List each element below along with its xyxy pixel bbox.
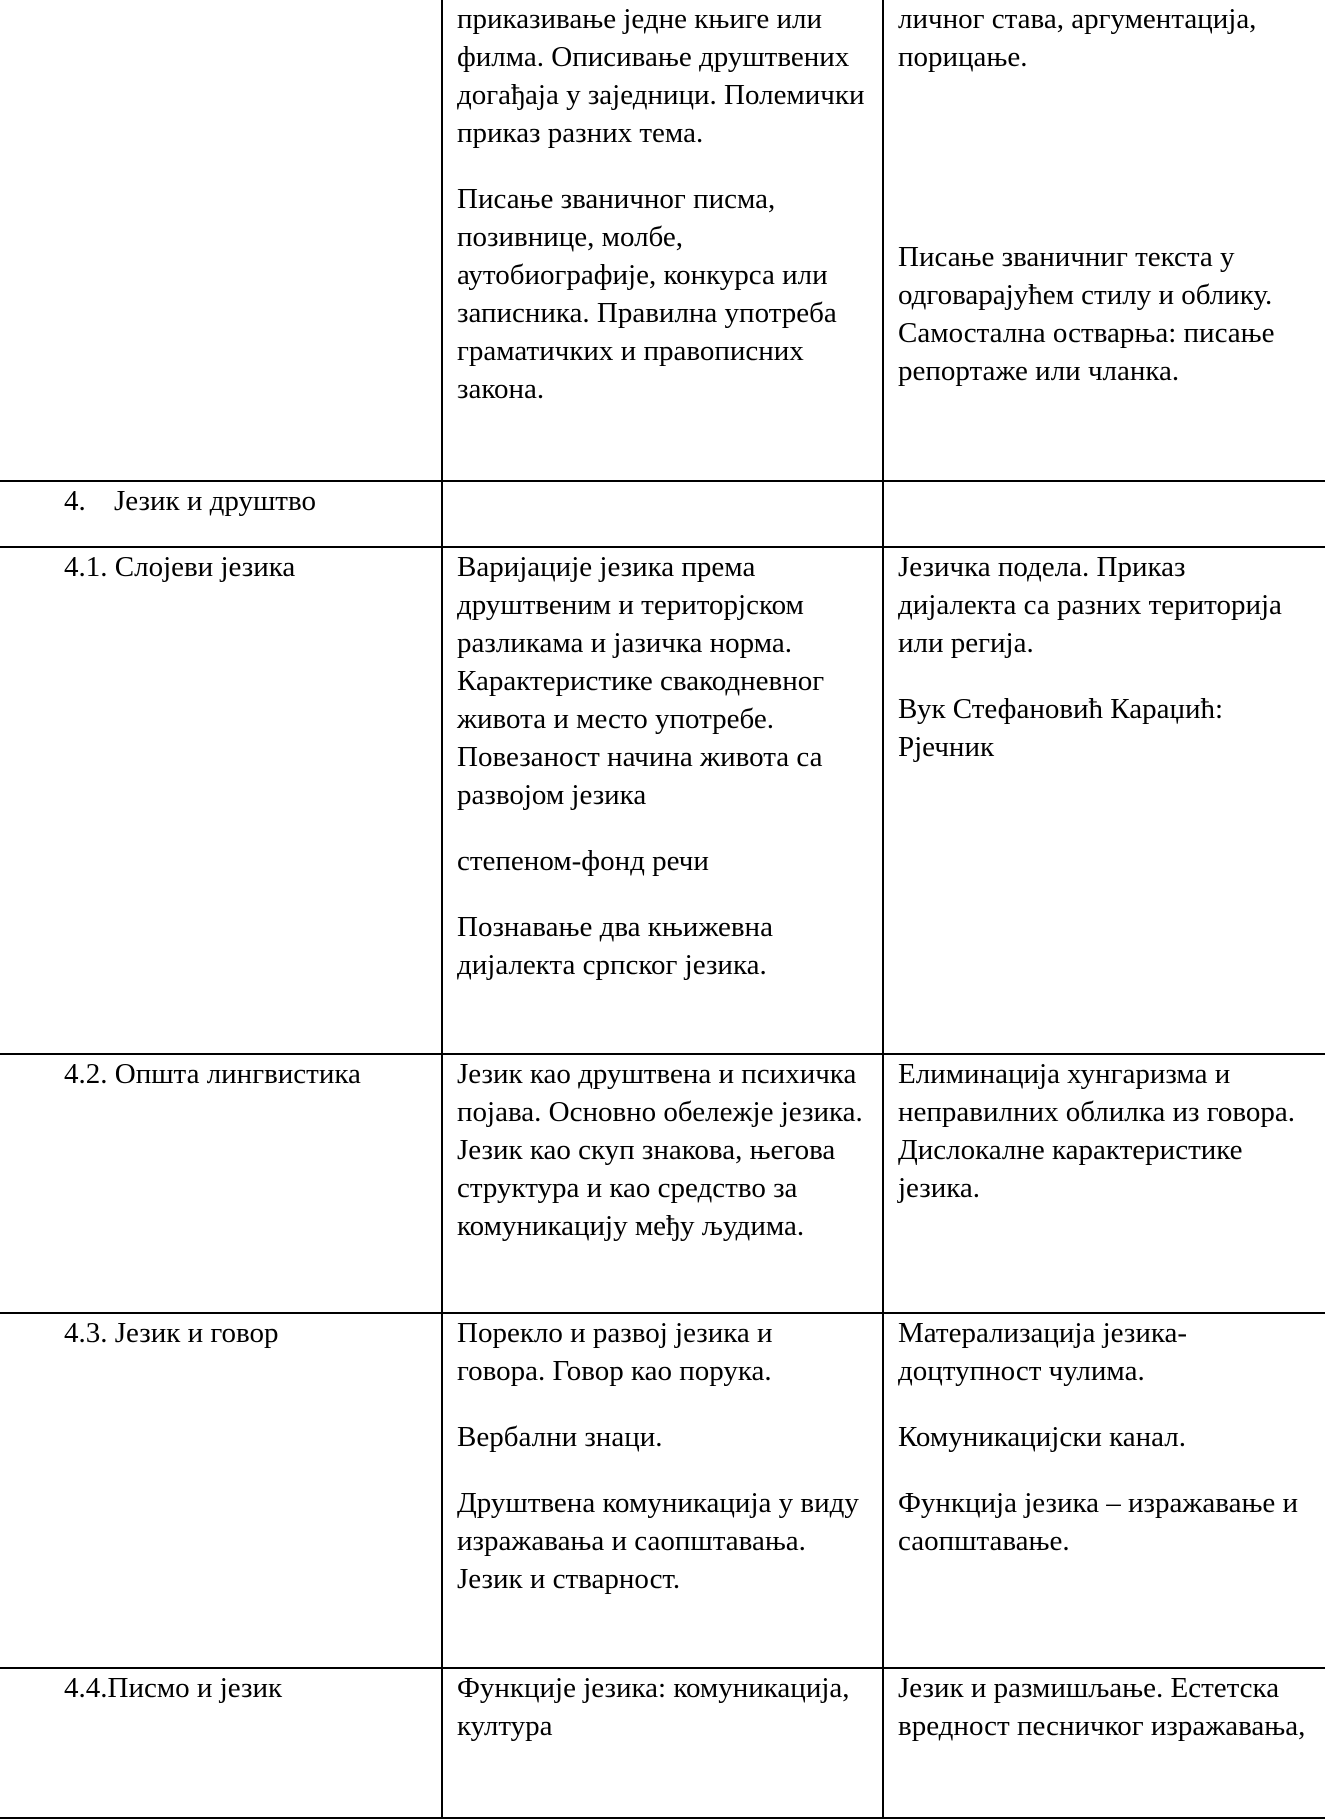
table-row [0, 481, 1325, 547]
activities-paragraph: Језик и размишљање. Естетска вредност песничког изражавања, [898, 1672, 1306, 1742]
activities-paragraph: личног става, аргументација, порицање. [898, 3, 1257, 73]
table-row [0, 1054, 1325, 1313]
topic-cell [0, 1668, 442, 1818]
table-row [0, 1668, 1325, 1818]
content-paragraph: Познавање два књижевна дијалекта српског језика. [457, 911, 773, 981]
activities-paragraph: Језичка подела. Приказ дијалекта са разних територија или регија. [898, 551, 1282, 659]
content-paragraph: Писање званичног писма, позивнице, молбе, аутобиографије, конкурса или записника. Правилна употреба граматичких и правописних закона. [457, 183, 837, 405]
content-cell [442, 1313, 883, 1668]
topic-title: 4.4.Писмо и језик [64, 1672, 283, 1704]
activities-paragraph: Вук Стефановић Караџић: Рјечник [898, 693, 1224, 763]
content-paragraph: Варијације језика према друштвеним и територјском разликама и јазичка норма. Карактеристике свакодневног живота и место употребе. Повезаност начина живота са развојом језика [457, 551, 825, 811]
table-row [0, 1313, 1325, 1668]
content-paragraph: Друштвена комуникација у виду изражавања и саопштавања. Језик и стварност. [457, 1487, 859, 1595]
section-title: Језик и друштво [114, 485, 316, 517]
activities-cell [883, 481, 1325, 547]
content-cell [442, 481, 883, 547]
topic-title: 4.1. Слојеви језика [64, 551, 296, 583]
content-paragraph: Порекло и развој језика и говора. Говор као порука. [457, 1317, 773, 1387]
content-paragraph: Вербални знаци. [457, 1421, 663, 1453]
content-paragraph: Језик као друштвена и психичка појава. Основно обележје језика. Језик као скуп знакова, његова структура и као средство за комуникацију међу људима. [457, 1058, 863, 1242]
content-paragraph: приказивање једне књиге или филма. Описивање друштвених догађаја у заједници. Полемички приказ разних тема. [457, 3, 865, 149]
activities-cell [883, 1313, 1325, 1668]
topic-cell [0, 0, 442, 481]
activities-paragraph: Функција језика – изражавање и саопштавање. [898, 1487, 1299, 1557]
content-cell [442, 1054, 883, 1313]
content-cell [442, 0, 883, 481]
section-heading [64, 482, 427, 520]
activities-cell [883, 0, 1325, 481]
activities-paragraph: Комуникацијски канал. [898, 1421, 1186, 1453]
activities-paragraph: Матерализација језика- доцтупност чулима. [898, 1317, 1188, 1387]
activities-cell [883, 1668, 1325, 1818]
content-cell [442, 1668, 883, 1818]
topic-cell [0, 1054, 442, 1313]
activities-cell [883, 547, 1325, 1054]
table-row [0, 0, 1325, 481]
activities-paragraph: Писање званичниг текста у одговарајућем стилу и облику. Самостална остварња: писање репортаже или чланка. [898, 241, 1275, 387]
activities-paragraph: Елиминација хунгаризма и неправилних облилка из говора. Дислокалне карактеристике језика. [898, 1058, 1296, 1204]
section-number: 4. [64, 485, 86, 517]
topic-cell [0, 1313, 442, 1668]
table-row [0, 547, 1325, 1054]
topic-cell [0, 481, 442, 547]
content-paragraph: степеном-фонд речи [457, 845, 709, 877]
content-cell [442, 547, 883, 1054]
topic-cell [0, 547, 442, 1054]
content-paragraph: Функције језика: комуникација, култура [457, 1672, 850, 1742]
topic-title: 4.2. Општа лингвистика [64, 1058, 361, 1090]
activities-cell [883, 1054, 1325, 1313]
topic-title: 4.3. Језик и говор [64, 1317, 279, 1349]
